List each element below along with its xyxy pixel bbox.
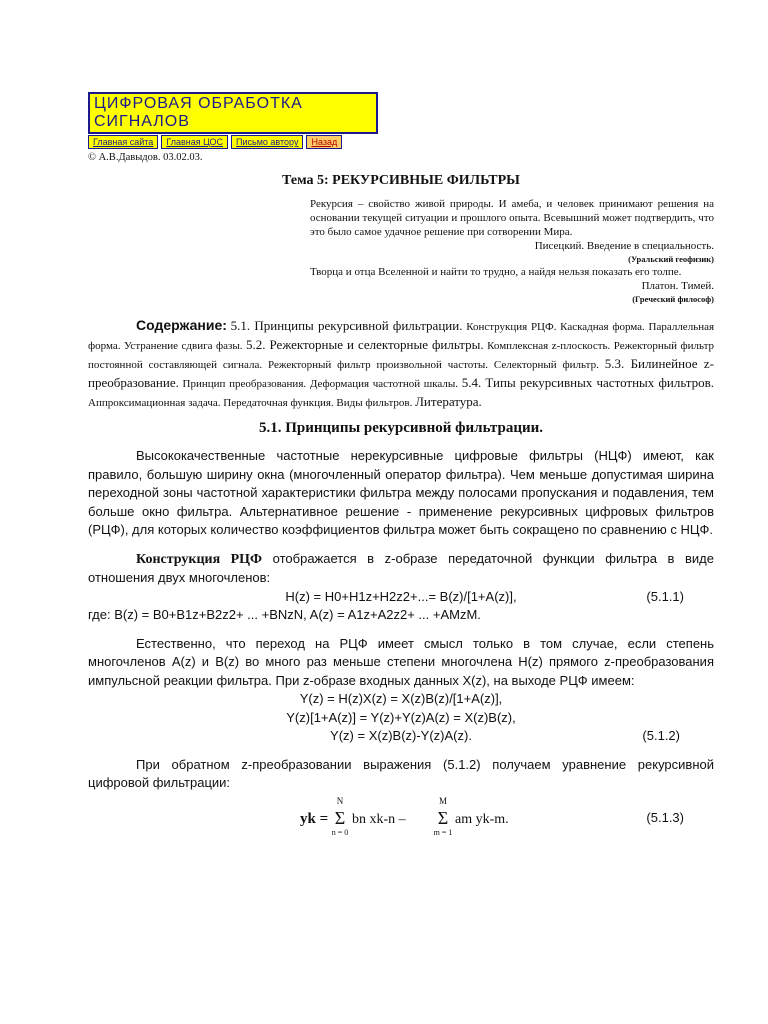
sum-1-upper: N <box>336 795 344 806</box>
sum-1-lower: n = 0 <box>331 827 349 837</box>
equation-polynomials <box>88 606 714 625</box>
equation-5-1-1 <box>88 588 714 607</box>
paragraph-transition: Естественно, что переход на РЦФ имеет смысл только в том случае, если степень многочленов А(z) и B(z) во много раз меньше степени многочлена Н(z) прямого z-преобразования импульсной реакции фильтра. При z-образе входных данных Х(z), на выходе РЦФ имеем: <box>88 635 714 688</box>
formula-lhs: yk = <box>300 810 329 827</box>
paragraph-inverse: При обратном z-преобразовании выражения (5.1.2) получаем уравнение рекурсивной цифровой фильтрации: <box>88 756 714 790</box>
toc-link-literature[interactable]: Литература. <box>415 394 482 409</box>
epigraph-2-sub: (Греческий философ) <box>632 294 714 304</box>
equation-5-1-2-number: (5.1.2) <box>642 728 680 743</box>
site-banner <box>88 92 714 149</box>
section-title: 5.1. Принципы рекурсивной фильтрации. <box>258 420 543 436</box>
nav-home-site[interactable]: Главная сайта <box>88 135 158 149</box>
table-of-contents <box>88 317 714 412</box>
topic-title: Тема 5: РЕКУРСИВНЫЕ ФИЛЬТРЫ <box>282 173 520 188</box>
sum-2-upper: M <box>438 795 448 806</box>
toc-heading: Содержание: <box>136 317 227 333</box>
nav-back[interactable]: Назад <box>306 135 342 149</box>
construction-text: отображается в z-образе передаточной функции фильтра в виде отношения двух многочленов: <box>88 550 714 585</box>
paragraph-construction <box>88 550 714 588</box>
construction-term: Конструкция РЦФ <box>136 551 263 567</box>
toc-link-5-1[interactable]: 5.1. Принципы рекурсивной фильтрации. <box>230 318 463 333</box>
sum-1-sigma: Σ <box>334 807 346 828</box>
toc-items-5-3[interactable]: Принцип преобразования. Деформация частотной шкалы. <box>182 378 459 390</box>
nav-mail-author[interactable]: Письмо автору <box>231 135 303 149</box>
equation-5-1-2-line-3: Y(z) = X(z)B(z)-Y(z)A(z). <box>330 728 472 743</box>
toc-items-5-4[interactable]: Аппроксимационная задача. Передаточная функция. Виды фильтров. <box>88 397 413 409</box>
equation-5-1-2-line-1: Y(z) = H(z)X(z) = X(z)B(z)/[1+A(z)], <box>299 691 503 706</box>
sum-2-term: am yk-m. <box>455 811 509 827</box>
paragraph-intro: Высококачественные частотные нерекурсивные цифровые фильтры (НЦФ) имеют, как правило, большую ширину окна (многочленный оператор фильтра). Чем меньше допустимая ширина переходной зоны частотной характеристики фильтра между полосами пропускания и подавления, тем больше окно фильтра. Альтернативное решение - применение рекурсивных цифровых фильтров (РЦФ), для которых количество коэффициентов фильтра может быть сокращено по сравнению с НЦФ. <box>88 448 714 537</box>
toc-items-5-2[interactable]: Комплексная z-плоскость. Режекторный фильтр постоянной составляющей сигнала. Режекторный фильтр произвольной частоты. Селекторный фильтр. <box>88 340 715 371</box>
page <box>88 92 714 841</box>
toc-link-5-3[interactable]: 5.3. Билинейное z-преобразование. <box>88 356 714 390</box>
equation-5-1-3 <box>88 795 714 841</box>
polynomials-body: B(z) = B0+B1z+B2z2+ ... +BNzN, A(z) = A1z+A2z2+ ... +AMzM. <box>114 607 481 622</box>
where-label: где: <box>88 607 111 622</box>
equation-5-1-1-number: (5.1.1) <box>646 588 684 604</box>
epigraph-1-sub: (Уральский геофизик) <box>628 254 714 264</box>
sum-2-sigma: Σ <box>437 807 449 828</box>
site-title: ЦИФРОВАЯ ОБРАБОТКА СИГНАЛОВ <box>88 92 378 134</box>
toc-items-5-1[interactable]: Конструкция РЦФ. Каскадная форма. Параллельная форма. Устранение сдвига фазы. <box>88 321 715 352</box>
toc-link-5-2[interactable]: 5.2. Режекторные и селекторные фильтры. <box>246 337 484 352</box>
copyright: © А.В.Давыдов. 03.02.03. <box>88 152 203 163</box>
epigraph-2-text: Творца и отца Вселенной и найти то трудно, а найдя нельзя показать его толпе. <box>310 266 682 278</box>
equation-5-1-1-body: H(z) = H0+H1z+H2z2+...= B(z)/[1+A(z)], <box>285 588 517 604</box>
equation-5-1-2 <box>88 690 714 746</box>
nav-home-dsp[interactable]: Главная ЦОС <box>161 135 228 149</box>
epigraph-2-source: Платон. Тимей. <box>641 280 714 292</box>
epigraph-1-source: Писецкий. Введение в специальность. <box>534 240 714 252</box>
sum-2-lower: m = 1 <box>433 827 453 837</box>
sum-1-term: bn xk-n – <box>352 811 406 827</box>
toc-link-5-4[interactable]: 5.4. Типы рекурсивных частотных фильтров. <box>461 375 715 390</box>
nav-bar <box>88 135 390 149</box>
equation-5-1-3-number: (5.1.3) <box>646 809 684 825</box>
equation-5-1-2-line-2: Y(z)[1+A(z)] = Y(z)+Y(z)A(z) = X(z)B(z), <box>286 709 516 725</box>
epigraph-1-text: Рекурсия – свойство живой природы. И амеба, и человек принимают решения на основании текущей ситуации и прошлого опыта. Всевышний может подтвердить, что это было самое удачное решение при сотворении Мира. <box>310 198 714 238</box>
